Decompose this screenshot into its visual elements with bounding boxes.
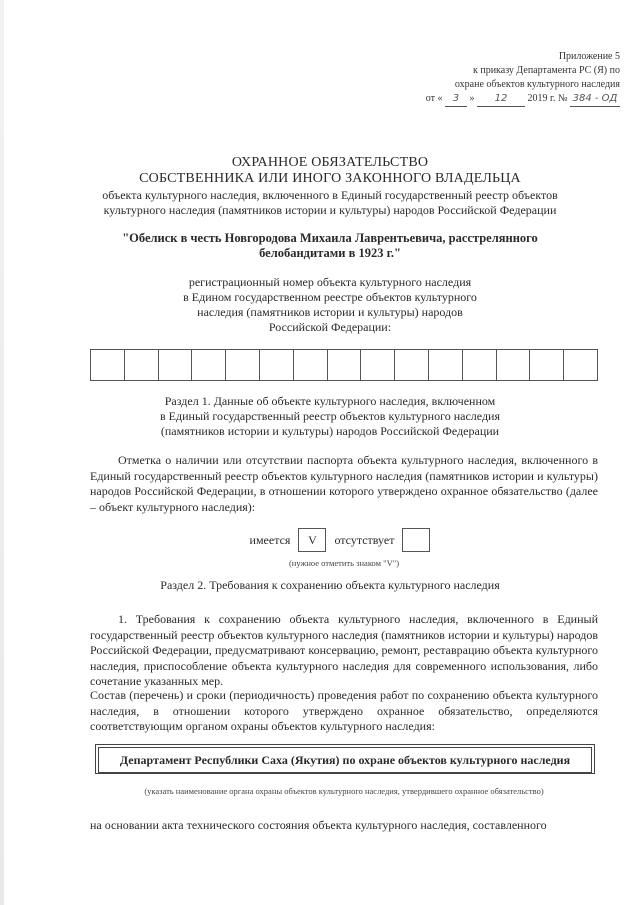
registration-cell — [463, 350, 497, 380]
mark-hint: (нужное отметить знаком "V") — [288, 558, 400, 568]
registration-cell — [361, 350, 395, 380]
registration-cell — [429, 350, 463, 380]
department-box — [95, 744, 595, 774]
appendix-date-prefix: от « — [425, 93, 443, 104]
absent-checkbox[interactable] — [402, 528, 430, 552]
registration-cell — [564, 350, 597, 380]
absent-label: отсутствует — [334, 532, 395, 547]
appendix-line-1: Приложение 5 — [558, 51, 620, 62]
section-1-line-2: в Единый государственный реестр объектов культурного наследия — [160, 409, 500, 423]
registration-line-1: регистрационный номер объекта культурного наследия — [188, 275, 472, 289]
registration-cell — [125, 350, 159, 380]
scan-edge — [0, 0, 4, 905]
registration-cell — [530, 350, 564, 380]
appendix-year: 2019 г. № — [527, 93, 568, 104]
registration-cell — [328, 350, 362, 380]
requirement-item-1: 1. Требования к сохранению объекта культурного наследия, включенного в Единый государственный реестр объектов культурного наследия (памятников истории и культуры) народов Российской Федерации, предусматривают консервацию, ремонт, реставрацию объекта культурного наследия, приспособление объекта культурного наследия для современного использования, либо сочетание указанных мер. — [90, 612, 598, 688]
appendix-day: 3 — [445, 92, 467, 107]
registration-cell — [91, 350, 125, 380]
department-name: Департамент Республики Саха (Якутия) по охране объектов культурного наследия — [98, 747, 592, 773]
appendix-date-mid: » — [469, 93, 475, 104]
appendix-date-line — [380, 92, 620, 107]
registration-line-4: Российской Федерации: — [268, 320, 392, 334]
department-hint: (указать наименование органа охраны объектов культурного наследия, утвердившего охранное обязательство) — [144, 786, 544, 796]
passport-mark-row — [90, 528, 598, 552]
basis-line: на основании акта технического состояния объекта культурного наследия, составленного — [90, 818, 547, 832]
section-1-line-3: (памятников истории и культуры) народов Российской Федерации — [160, 424, 500, 438]
passport-note: Отметка о наличии или отсутствии паспорта объекта культурного наследия, включенного в Единый государственный реестр объектов культурного наследия (памятников истории и культуры) народов Российской Федерации, в отношении которого утверждено охранное обязательство (далее – объект культурного наследия): — [90, 453, 598, 514]
appendix-line-2: к приказу Департамента РС (Я) по — [472, 65, 620, 76]
registration-cell — [260, 350, 294, 380]
title-line-1: ОХРАННОЕ ОБЯЗАТЕЛЬСТВО — [231, 155, 429, 170]
title-line-3: объекта культурного наследия, включенного в Единый государственный реестр объектов — [102, 188, 558, 202]
section-1-heading — [60, 394, 600, 439]
object-name — [80, 231, 580, 261]
title-subtitle — [60, 188, 600, 218]
appendix-line-3: охране объектов культурного наследия — [454, 79, 620, 90]
section-2-heading: Раздел 2. Требования к сохранению объекта культурного наследия — [160, 578, 500, 592]
has-label: имеется — [249, 532, 291, 547]
appendix-month: 12 — [477, 92, 525, 107]
registration-cell — [226, 350, 260, 380]
object-line-1: "Обелиск в честь Новгородова Михаила Лаврентьевича, расстрелянного — [122, 231, 538, 245]
registration-caption — [120, 275, 540, 335]
registration-line-3: наследия (памятников истории и культуры) народов — [197, 305, 463, 319]
registration-number-grid — [90, 349, 598, 381]
title-line-2: СОБСТВЕННИКА ИЛИ ИНОГО ЗАКОННОГО ВЛАДЕЛЬЦА — [139, 171, 521, 186]
registration-cell — [192, 350, 226, 380]
registration-cell — [497, 350, 531, 380]
title-line-4: культурного наследия (памятников истории и культуры) народов Российской Федерации — [103, 203, 557, 217]
registration-cell — [159, 350, 193, 380]
appendix-number: 384 - ОД — [570, 92, 620, 107]
registration-line-2: в Едином государственном реестре объектов культурного — [183, 290, 477, 304]
composition-paragraph: Состав (перечень) и сроки (периодичность) проведения работ по сохранению объекта культурного наследия, в отношении которого утверждено охранное обязательство, определяются соответствующим органом охраны объектов культурного наследия: — [90, 688, 598, 733]
registration-cell — [395, 350, 429, 380]
registration-cell — [294, 350, 328, 380]
object-line-2: белобандитами в 1923 г." — [259, 246, 401, 260]
document-title — [60, 155, 600, 187]
section-1-line-1: Раздел 1. Данные об объекте культурного наследия, включенном — [164, 394, 496, 408]
appendix-block — [380, 50, 620, 107]
has-checkbox[interactable]: V — [298, 528, 326, 552]
